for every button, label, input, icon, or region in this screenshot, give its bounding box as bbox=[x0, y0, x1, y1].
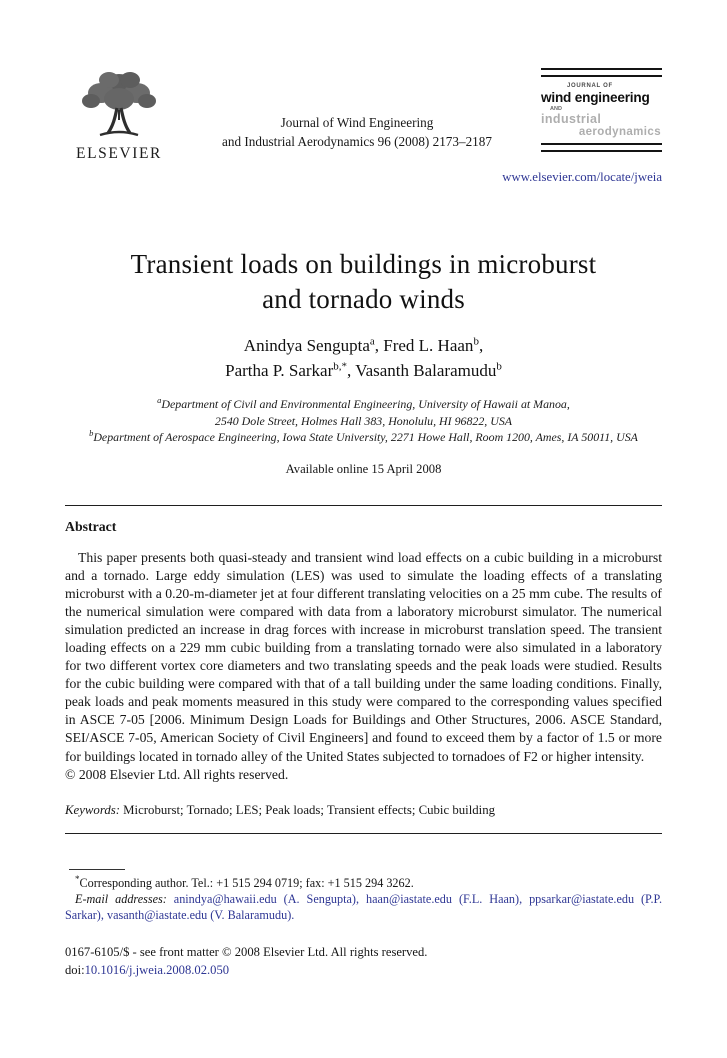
corresponding-author-note: *Corresponding author. Tel.: +1 515 294 0719; fax: +1 515 294 3262. bbox=[75, 873, 414, 890]
abstract-bottom-rule bbox=[65, 833, 662, 834]
doi-link[interactable]: 10.1016/j.jweia.2008.02.050 bbox=[84, 962, 230, 977]
affiliation-a-mark: a bbox=[157, 395, 162, 406]
cover-logo-bottom-rule bbox=[541, 143, 662, 152]
imprint-block bbox=[65, 944, 427, 979]
issn-copyright-line: 0167-6105/$ - see front matter © 2008 Elsevier Ltd. All rights reserved. bbox=[65, 945, 428, 959]
email-link-haan[interactable]: haan@iastate.edu bbox=[365, 891, 452, 906]
keywords-label: Keywords: bbox=[65, 802, 120, 817]
author-list bbox=[65, 333, 662, 383]
author-haan-affmark: b bbox=[473, 335, 479, 348]
journal-homepage-link[interactable]: www.elsevier.com/locate/jweia bbox=[502, 170, 662, 184]
email-owner-sengupta: (A. Sengupta), bbox=[276, 891, 366, 906]
article-title-line1: Transient loads on buildings in microburst bbox=[130, 249, 597, 279]
footnote-block bbox=[65, 869, 662, 923]
journal-citation bbox=[173, 68, 541, 151]
journal-citation-line1: Journal of Wind Engineering bbox=[280, 115, 434, 130]
article-title-line2: and tornado winds bbox=[262, 284, 465, 314]
abstract-copyright: © 2008 Elsevier Ltd. All rights reserved. bbox=[65, 766, 289, 782]
author-balaramudu: Vasanth Balaramudu$^b$ bbox=[355, 360, 502, 380]
email-link-sarkar[interactable]: ppsarkar@iastate.edu bbox=[529, 891, 635, 906]
email-link-sengupta[interactable]: anindya@hawaii.edu bbox=[173, 891, 277, 906]
footnote-separator bbox=[69, 869, 125, 870]
abstract-text: This paper presents both quasi-steady and transient wind load effects on a cubic building in a microburst and a tornado. Large eddy simulation (LES) was used to simulate the loading effects of a translating microburst with a 0.20-m-diameter jet at four different translating velocities on a 25 mm cube. The results of the numerical simulation were compared with data from a laboratory microburst simulator. The numerical simulation predicted an increase in drag forces with increase in microburst translation speed. The transient loading effects on a 229 mm cubic building from a translating tornado were also simulated in a laboratory for two different vortex core diameters and two translating speeds and the peak loads were studied. Results for the cubic building were compared with that of a tall building under the same loading conditions. Finally, peak loads and peak moments measured in this study were compared to the corresponding values specified in ASCE 7-05 [2006. Minimum Design Loads for Buildings and Other Structures, 2006. ASCE Standard, SEI/ASCE 7-05, American Society of Civil Engineers] and found to exceed them by a factor of 1.5 or more for buildings located in tornado alley of the United States subjected to tornadoes of F2 or higher intensity. bbox=[65, 549, 662, 764]
email-addresses-note bbox=[65, 892, 662, 924]
elsevier-logo bbox=[65, 68, 173, 163]
affiliation-a-line2: 2540 Dole Street, Holmes Hall 383, Honolulu, HI 96822, USA bbox=[214, 413, 513, 428]
email-owner-haan: (F.L. Haan), bbox=[451, 891, 530, 906]
affiliation-b-mark: b bbox=[89, 428, 94, 439]
doi-label: doi: bbox=[65, 962, 85, 977]
email-addresses-label: E-mail addresses: bbox=[75, 891, 167, 906]
journal-cover-logo bbox=[541, 68, 662, 152]
keywords-line bbox=[65, 803, 662, 818]
doi-line bbox=[65, 962, 427, 980]
elsevier-tree-icon bbox=[74, 68, 164, 144]
cover-logo-kicker: JOURNAL OF bbox=[567, 83, 613, 89]
cover-logo-aerodynamics: aerodynamics bbox=[578, 126, 661, 138]
article-title bbox=[65, 247, 662, 317]
keywords-text: Microburst; Tornado; LES; Peak loads; Transient effects; Cubic building bbox=[119, 802, 496, 817]
affiliation-a-line1: $^a$Department of Civil and Environmental Engineering, University of Hawaii at Manoa, bbox=[157, 395, 570, 411]
cover-logo-industrial: industrial bbox=[541, 112, 602, 126]
corresponding-author-star: * bbox=[75, 873, 80, 884]
abstract-heading: Abstract bbox=[65, 518, 117, 534]
author-sarkar-affmark: b,* bbox=[333, 360, 347, 373]
cover-logo-and: AND bbox=[550, 106, 562, 112]
journal-citation-line2: and Industrial Aerodynamics 96 (2008) 2173–2187 bbox=[222, 133, 492, 149]
email-owner-sarkar: (P.P. Sarkar), bbox=[65, 891, 663, 922]
email-link-balaramudu[interactable]: vasanth@iastate.edu bbox=[106, 907, 208, 922]
cover-logo-top-rule bbox=[541, 68, 662, 77]
author-balaramudu-affmark: b bbox=[496, 360, 502, 373]
affiliations bbox=[65, 396, 662, 446]
journal-homepage bbox=[65, 170, 662, 185]
author-sengupta-affmark: a bbox=[369, 335, 375, 348]
affiliation-b-line: $^b$Department of Aerospace Engineering, Iowa State University, 2271 Howe Hall, Room 1200, Ames, IA 50011, USA bbox=[89, 428, 638, 444]
abstract-top-rule bbox=[65, 505, 662, 506]
author-sarkar: Partha P. Sarkar$^{b,*}$, bbox=[225, 360, 356, 380]
cover-logo-title: wind engineering bbox=[541, 90, 650, 105]
author-haan: Fred L. Haan$^b$, bbox=[383, 335, 484, 355]
email-owner-balaramudu: (V. Balaramudu). bbox=[207, 907, 295, 922]
elsevier-wordmark: ELSEVIER bbox=[76, 145, 162, 162]
masthead bbox=[65, 68, 662, 163]
available-online-date: Available online 15 April 2008 bbox=[285, 461, 442, 476]
author-sengupta: Anindya Sengupta$^a$, bbox=[243, 335, 384, 355]
